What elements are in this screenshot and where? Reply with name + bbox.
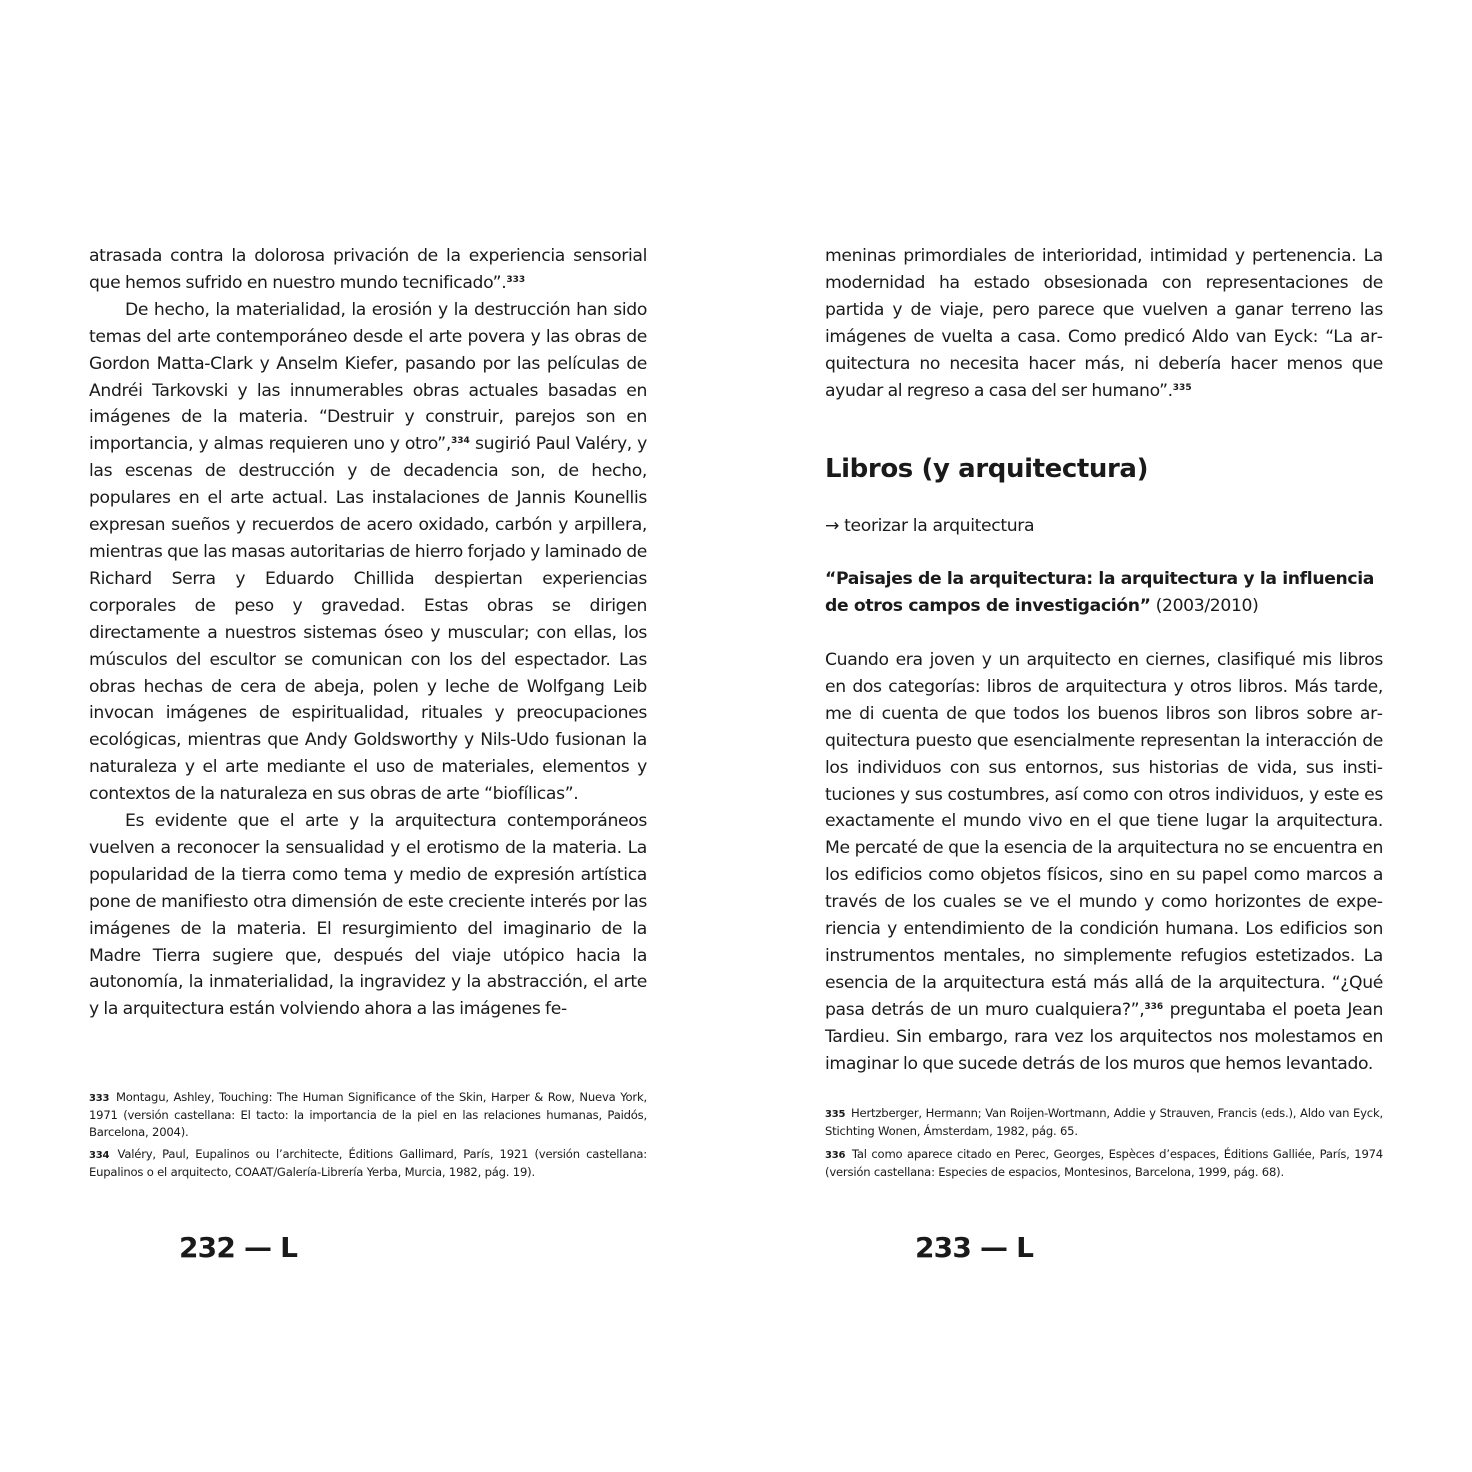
footnote-text: Tal como aparece citado en Perec, Georges, Espèces d’espaces, Éditions Galliée, París, 1974 (versión castellana: Especies de espacios, Montesinos, Barcelona, 1999, pág. 68). — [825, 1146, 1383, 1179]
footnote-text: Hertzberger, Hermann; Van Roijen-Wortmann, Addie y Strauven, Francis (eds.), Aldo van Eyck, Stichting Wonen, Ámsterdam, 1982, pág. 65. — [825, 1106, 1383, 1139]
paragraph — [825, 243, 1383, 404]
paragraph — [89, 297, 647, 808]
footnote-number: 336 — [825, 1149, 846, 1161]
right-footnotes — [825, 1105, 1383, 1186]
footnote-333 — [89, 1089, 647, 1140]
see-also-link[interactable]: → teorizar la arquitectura — [825, 516, 1035, 536]
right-top-text — [825, 243, 1383, 404]
footnote-ref-333[interactable]: 333 — [506, 274, 526, 285]
footnote-number: 333 — [89, 1093, 110, 1104]
section-title: Libros (y arquitectura) — [825, 454, 1149, 484]
footnote-ref-334[interactable]: 334 — [450, 436, 470, 447]
right-body-text — [825, 647, 1383, 1078]
left-body-text — [89, 243, 647, 1023]
footnote-ref-335[interactable]: 335 — [1172, 382, 1192, 393]
paragraph-text: meninas primordiales de interioridad, intimidad y pertenencia. La modernidad ha estado obsesionada con representaciones de partida y de viaje, pero parece que vuelven a ganar terreno las imágenes de vuelta a casa. Como predicó Aldo van Eyck: “La arquitectura no necesita hacer más, ni debería hacer menos que ayudar al regreso a casa del ser humano”. — [825, 246, 1383, 401]
entry-title-bold: “Paisajes de la arquitectura: la arquitectura y la influencia de otros campos de investigación” — [825, 569, 1375, 616]
paragraph-text: sugirió Paul Valéry, y las escenas de destrucción y de decadencia son, de hecho, populares en el arte actual. Las instalaciones de Jannis Kounellis expresan sueños y recuerdos de acero oxidado, carbón y arpillera, mientras que las masas autoritarias de hierro forjado y laminado de Richard Serra y Eduardo Chillida despiertan experiencias corporales de peso y gravedad. Estas obras se dirigen directamente a nuestros sistemas óseo y muscular; con ellas, los músculos del escultor se comunican con los del espectador. Las obras hechas de cera de abeja, polen y leche de Wolfgang Leib invocan imágenes de espiritualidad, rituales y preocupaciones ecológicas, mientras que Andy Goldsworthy y Nils-Udo fusionan la naturaleza y el arte mediante el uso de materiales, elementos y contextos de la naturaleza en sus obras de arte “biofílicas”. — [89, 434, 648, 805]
right-page — [825, 0, 1383, 1472]
entry-title — [825, 566, 1383, 620]
footnote-ref-336[interactable]: 336 — [1144, 1001, 1164, 1012]
paragraph — [825, 647, 1383, 1078]
paragraph-text: preguntaba el poeta Jean Tardieu. Sin embargo, rara vez los arquitectos nos molestamos en imaginar lo que sucede detrás de los muros que hemos levantado. — [825, 999, 1383, 1074]
page-number: 232 — L — [179, 1231, 298, 1264]
footnote-336 — [825, 1146, 1383, 1181]
left-footnotes — [89, 1089, 647, 1186]
footnote-number: 334 — [89, 1149, 110, 1161]
footnote-number: 335 — [825, 1109, 846, 1120]
paragraph-text: Cuando era joven y un arquitecto en ciernes, clasifiqué mis libros en dos categorías: libros de arquitectura y otros libros. Más tarde, me di cuenta de que todos los buenos libros son libros sobre arquitectura puesto que esencialmente representan la interacción de los individuos con sus entornos, sus historias de vida, sus instituciones y sus costumbres, así como con otros individuos, y este es exactamente el mundo vivo en el que tiene lugar la arquitectura. Me percaté de que la esencia de la arquitectura no se encuentra en los edificios como objetos físicos, sino en su papel como marcos a través de los cuales se ve el mundo y como horizontes de experiencia y entendimiento de la condición humana. Los edificios son instrumentos mentales, no simplemente refugios estetizados. La esencia de la arquitectura está más allá de la arquitectura. “¿Qué pasa detrás de un muro cualquiera?”, — [825, 650, 1383, 1020]
paragraph-text: atrasada contra la dolorosa privación de la experiencia sensorial que hemos sufrido en nuestro mundo tecnificado”. — [89, 246, 647, 293]
paragraph-text: De hecho, la materialidad, la erosión y la destrucción han sido temas del arte contemporáneo desde el arte povera y las obras de Gordon Matta-Clark y Anselm Kiefer, pasando por las películas de Andréi Tarkovski y las innumerables obras actuales basadas en imágenes de la materia. “Destruir y construir, parejos son en importancia, y almas requieren uno y otro”, — [89, 299, 647, 455]
footnote-335 — [825, 1105, 1383, 1140]
paragraph-text: Es evidente que el arte y la arquitectura contemporáneos vuelven a reconocer la sensualidad y el erotismo de la materia. La popularidad de la tierra como tema y medio de expresión artística pone de manifiesto otra dimensión de este creciente interés por las imágenes de la materia. El resurgimiento del imaginario de la Madre Tierra sugiere que, después del viaje utópico hacia la autonomía, la inmaterialidad, la ingravidez y la abstracción, el arte y la arquitectura están volviendo ahora a las imágenes fe- — [89, 811, 647, 1020]
paragraph — [89, 808, 647, 1023]
footnote-334 — [89, 1146, 647, 1181]
footnote-text: Montagu, Ashley, Touching: The Human Significance of the Skin, Harper & Row, Nueva York, 1971 (versión castellana: El tacto: la importancia de la piel en las relaciones humanas, Paidós, Barcelona, 2004). — [89, 1090, 647, 1139]
page-number: 233 — L — [915, 1231, 1034, 1264]
paragraph — [89, 243, 647, 297]
footnote-text: Valéry, Paul, Eupalinos ou l’architecte, Éditions Gallimard, París, 1921 (versión castellana: Eupalinos o el arquitecto, COAAT/Galería-Librería Yerba, Murcia, 1982, pág. 19). — [89, 1146, 647, 1180]
left-page — [89, 0, 647, 1472]
entry-title-year: (2003/2010) — [1150, 595, 1259, 616]
